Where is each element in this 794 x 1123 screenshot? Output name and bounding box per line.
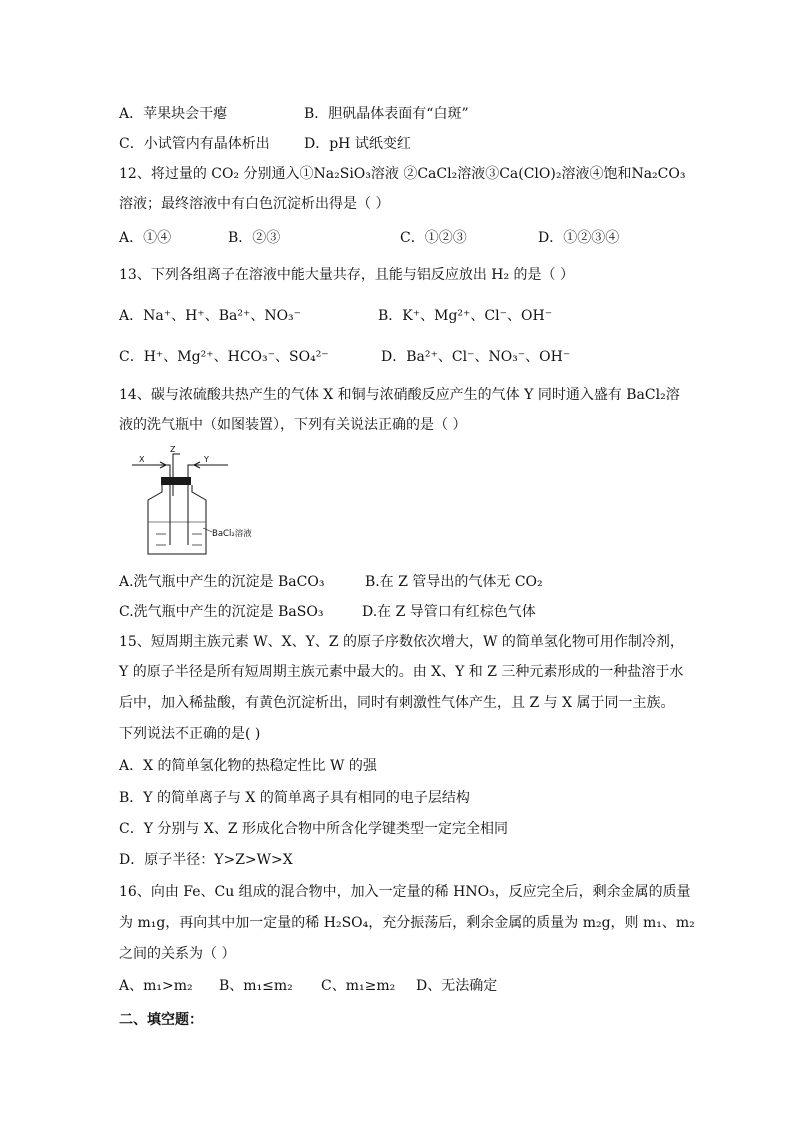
q14-option-a: A.洗气瓶中产生的沉淀是 BaCO₃ — [119, 574, 325, 590]
q15-option-b: B．Y 的简单离子与 X 的简单离子具有相同的电子层结构 — [119, 790, 470, 806]
label-y: Y — [204, 455, 209, 464]
q13-option-b: B．K⁺、Mg²⁺、Cl⁻、OH⁻ — [378, 308, 553, 324]
label-z: Z — [170, 445, 176, 454]
label-x: X — [139, 455, 145, 464]
q14-option-d: D.在 Z 导管口有红棕色气体 — [362, 604, 536, 620]
q11-option-d: D．pH 试纸变红 — [304, 136, 411, 152]
q12-stem-line1: 12、将过量的 CO₂ 分别通入①Na₂SiO₃溶液 ②CaCl₂溶液③Ca(ClO)₂溶液④饱和Na₂CO₃ — [119, 166, 686, 182]
q15-option-a: A．X 的简单氢化物的热稳定性比 W 的强 — [119, 758, 377, 774]
q13-option-c: C．H⁺、Mg²⁺、HCO₃⁻、SO₄²⁻ — [119, 349, 329, 365]
q12-stem-line2: 溶液；最终溶液中有白色沉淀析出得是（ ） — [119, 196, 390, 212]
q13-option-a: A．Na⁺、H⁺、Ba²⁺、NO₃⁻ — [119, 308, 302, 324]
q12-option-c: C．①②③ — [400, 230, 467, 246]
q16-stem-line2: 为 m₁g，再向其中加一定量的稀 H₂SO₄，充分振荡后，剩余金属的质量为 m₂g，则 m₁、m₂ — [119, 915, 695, 931]
q15-stem-line2: Y 的原子半径是所有短周期主族元素中最大的。由 X、Y 和 Z 三种元素形成的一种盐溶于水 — [119, 664, 684, 680]
q15-option-d: D．原子半径：Y>Z>W>X — [119, 852, 293, 868]
q16-stem-line1: 16、向由 Fe、Cu 组成的混合物中，加入一定量的稀 HNO₃，反应完全后，剩余金属的质量 — [119, 884, 691, 900]
q14-stem-line2: 液的洗气瓶中（如图装置），下列有关说法正确的是（ ） — [119, 417, 467, 433]
label-bacl2-solution: BaCl₂溶液 — [212, 529, 252, 539]
q14-option-b: B.在 Z 管导出的气体无 CO₂ — [365, 574, 543, 590]
q16-option-b: B、m₁≤m₂ — [219, 978, 293, 994]
wash-bottle-diagram — [126, 444, 276, 560]
q14-option-c: C.洗气瓶中产生的沉淀是 BaSO₃ — [119, 604, 324, 620]
q14-stem-line1: 14、碳与浓硫酸共热产生的气体 X 和铜与浓硝酸反应产生的气体 Y 同时通入盛有 BaCl₂溶 — [119, 387, 680, 403]
q15-stem-line4: 下列说法不正确的是( ) — [119, 726, 261, 742]
q16-option-c: C、m₁≥m₂ — [321, 978, 396, 994]
q12-option-d: D．①②③④ — [538, 230, 620, 246]
q11-option-b: B．胆矾晶体表面有“白斑” — [304, 106, 469, 122]
q12-option-b: B．②③ — [228, 230, 281, 246]
q16-option-a: A、m₁>m₂ — [119, 978, 193, 994]
q11-option-c: C．小试管内有晶体析出 — [119, 136, 270, 152]
q13-option-d: D．Ba²⁺、Cl⁻、NO₃⁻、OH⁻ — [381, 349, 571, 365]
section-2-title: 二、填空题： — [119, 1012, 203, 1028]
q15-stem-line3: 后中，加入稀盐酸，有黄色沉淀析出，同时有刺激性气体产生，且 Z 与 X 属于同一主族。 — [119, 695, 675, 711]
q16-option-d: D、无法确定 — [416, 978, 498, 994]
q12-option-a: A．①④ — [119, 230, 172, 246]
q15-stem-line1: 15、短周期主族元素 W、X、Y、Z 的原子序数依次增大，W 的简单氢化物可用作制冷剂， — [119, 634, 684, 650]
q11-option-a: A．苹果块会干瘪 — [119, 106, 228, 122]
q16-stem-line3: 之间的关系为（ ） — [119, 946, 236, 962]
q13-stem: 13、下列各组离子在溶液中能大量共存，且能与铝反应放出 H₂ 的是（ ） — [119, 267, 574, 283]
q15-option-c: C．Y 分别与 X、Z 形成化合物中所含化学键类型一定完全相同 — [119, 821, 508, 837]
